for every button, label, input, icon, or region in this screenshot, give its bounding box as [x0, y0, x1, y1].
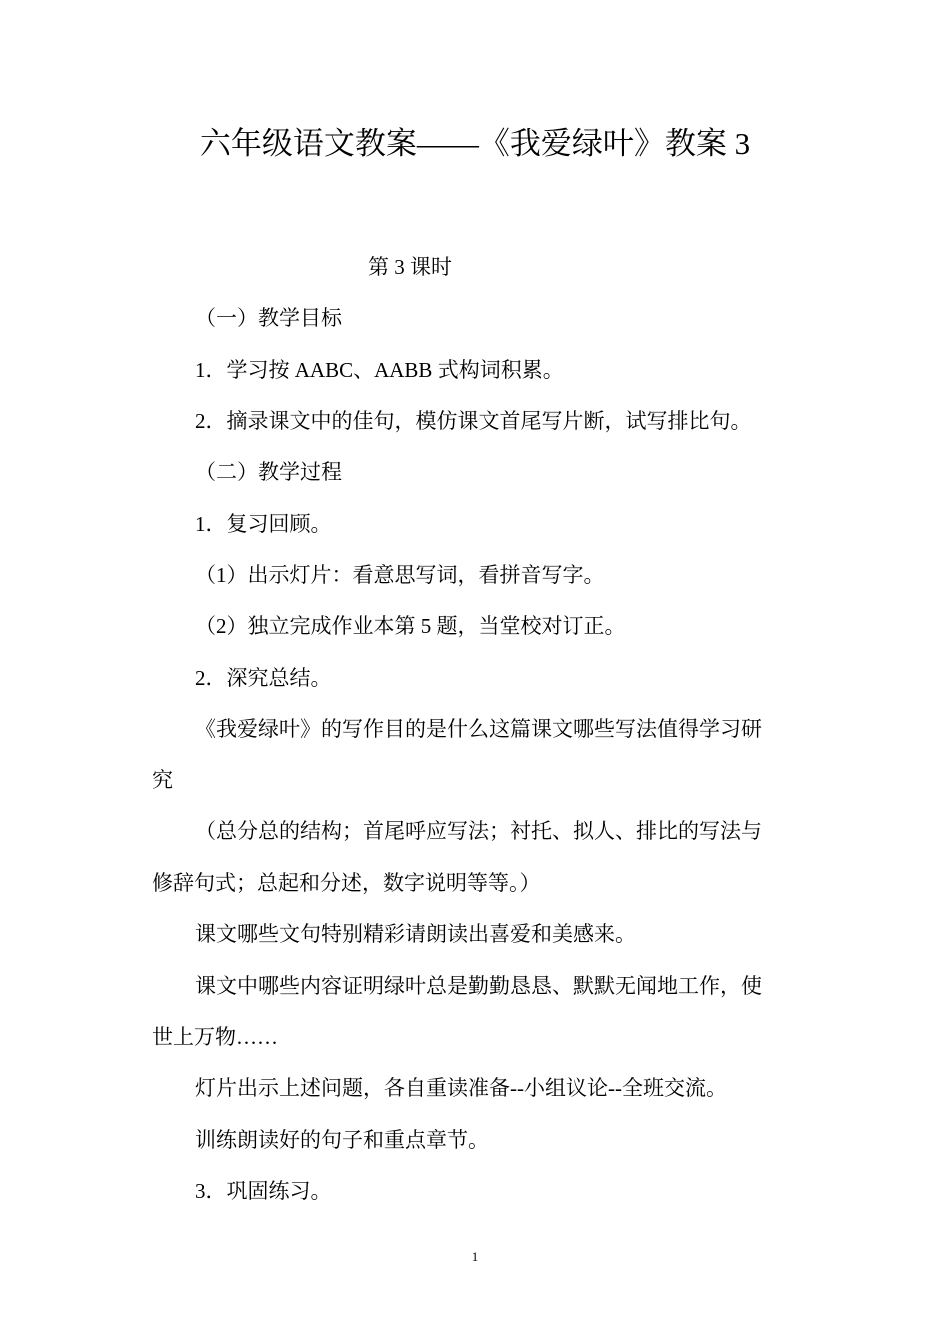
- process-substep-1: （1）出示灯片：看意思写词，看拼音写字。: [195, 563, 605, 587]
- paragraph-answer-line-2: 修辞句式；总起和分述，数字说明等等。）: [152, 871, 541, 895]
- paragraph-reading: 课文哪些文句特别精彩请朗读出喜爱和美感来。: [195, 922, 636, 946]
- paragraph-evidence-line-2: 世上万物……: [152, 1025, 278, 1049]
- objective-item-1: 1．学习按 AABC、AABB 式构词积累。: [195, 358, 564, 382]
- paragraph-evidence-line-1: 课文中哪些内容证明绿叶总是勤勤恳恳、默默无闻地工作，使: [195, 974, 762, 998]
- paragraph-question-line-1: 《我爱绿叶》的写作目的是什么这篇课文哪些写法值得学习研: [195, 717, 762, 741]
- paragraph-answer-line-1: （总分总的结构；首尾呼应写法；衬托、拟人、排比的写法与: [195, 819, 762, 843]
- process-step-1: 1．复习回顾。: [195, 512, 332, 536]
- paragraph-question-line-2: 究: [152, 768, 173, 792]
- objective-item-2: 2．摘录课文中的佳句，模仿课文首尾写片断，试写排比句。: [195, 409, 752, 433]
- process-substep-2: （2）独立完成作业本第 5 题，当堂校对订正。: [195, 614, 626, 638]
- paragraph-training: 训练朗读好的句子和重点章节。: [195, 1128, 489, 1152]
- section-heading-process: （二）教学过程: [195, 460, 342, 484]
- page-number: 1: [471, 1249, 479, 1264]
- paragraph-discussion: 灯片出示上述问题，各自重读准备--小组议论--全班交流。: [195, 1076, 727, 1100]
- process-step-2: 2．深究总结。: [195, 666, 332, 690]
- process-step-3: 3．巩固练习。: [195, 1179, 332, 1203]
- page-title: 六年级语文教案——《我爱绿叶》教案 3: [199, 126, 751, 161]
- lesson-heading: 第 3 课时: [368, 255, 452, 279]
- section-heading-objectives: （一）教学目标: [195, 306, 342, 330]
